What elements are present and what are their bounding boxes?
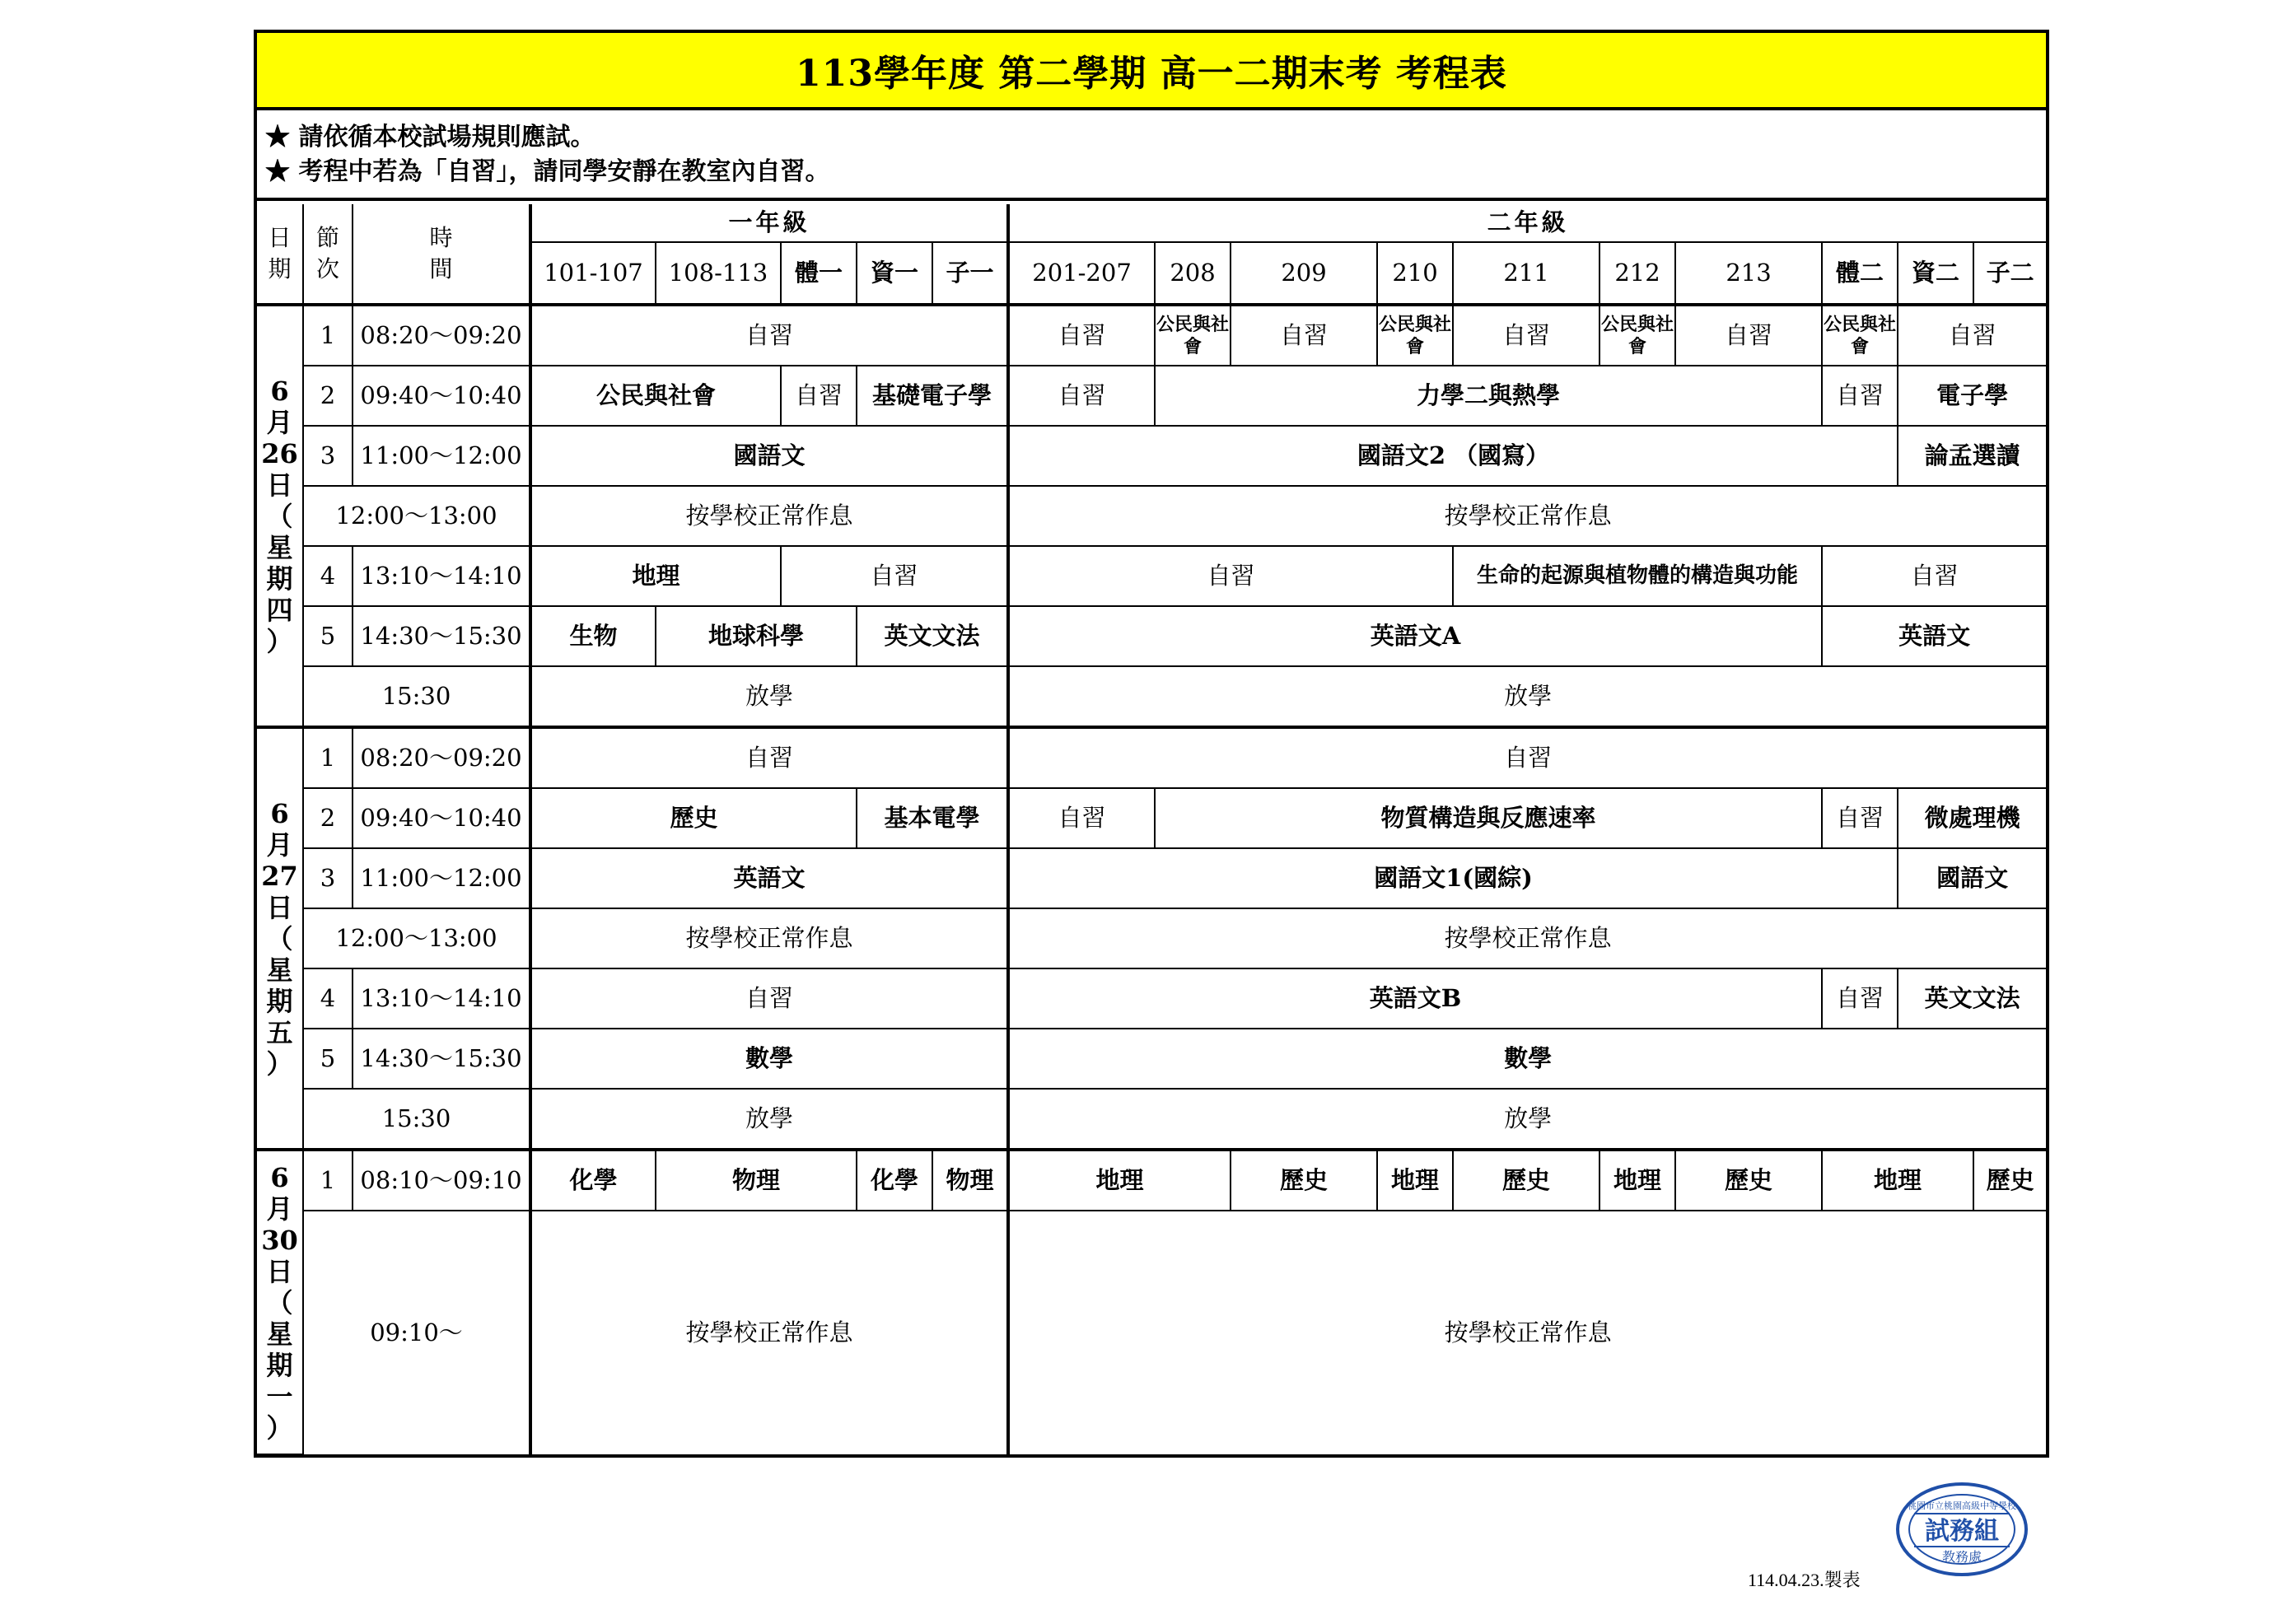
exam-cell: 公民與社會 [1377,305,1453,366]
vertical-glyph: 月 [266,406,293,438]
period-time: 08:20～09:20 [353,727,530,788]
exam-cell: 公民與社會 [1155,305,1231,366]
stamp-bottom-text: 教務處 [1941,1549,1982,1565]
vertical-glyph: 期 [266,562,293,595]
schedule-frame [254,30,2049,1458]
exam-cell: 按學校正常作息 [530,1211,1008,1454]
exam-cell: 公民與社會 [1822,305,1898,366]
vertical-glyph: 期 [268,255,292,282]
day1-date-text [257,376,302,657]
period-number: 3 [303,426,353,486]
header-date [257,204,303,305]
header-grade1: 一年級 [530,204,1008,242]
exam-cell: 自習 [1822,366,1898,426]
stamp-main-text: 試務組 [1925,1517,1999,1546]
exam-cell: 地理 [1377,1150,1453,1211]
exam-cell: 按學校正常作息 [1008,486,2046,546]
class-header: 209 [1231,242,1377,305]
vertical-glyph: 6 [270,1161,289,1193]
vertical-glyph: 一 [266,1380,293,1412]
vertical-glyph: 時 [429,224,453,251]
period-time: 13:10～14:10 [353,546,530,606]
period-time: 11:00～12:00 [353,426,530,486]
exam-cell: 自習 [1453,305,1599,366]
class-header: 101-107 [530,242,656,305]
period-number: 3 [303,848,353,908]
exam-cell: 物質構造與反應速率 [1155,788,1822,848]
note-self-study: ★ 考程中若為「自習」，請同學安靜在教室內自習。 [265,157,830,186]
period-time: 09:40～10:40 [353,788,530,848]
vertical-glyph: 6 [270,375,289,407]
exam-cell: 物理 [656,1150,857,1211]
exam-cell: 地理 [530,546,781,606]
exam-cell: 基礎電子學 [857,366,1008,426]
header-grade2: 二年級 [1008,204,2046,242]
exam-cell: 自習 [1008,788,1155,848]
exam-cell: 國語文 [1898,848,2046,908]
exam-cell: 基本電學 [857,788,1008,848]
exam-cell: 歷史 [1675,1150,1822,1211]
period-time: 08:20～09:20 [353,305,530,366]
header-time-text [353,222,529,285]
exam-cell: 數學 [1008,1029,2046,1089]
exam-cell: 放學 [1008,1089,2046,1150]
exam-cell: 自習 [530,305,1008,366]
period-number: 1 [303,305,353,366]
exam-cell: 地理 [1822,1150,1973,1211]
period-number: 4 [303,546,353,606]
made-date: 114.04.23.製表 [1748,1570,1861,1590]
period-time: 12:00～13:00 [303,486,530,546]
exam-cell: 放學 [530,1089,1008,1150]
class-header: 211 [1453,242,1599,305]
vertical-glyph: （ [266,1286,293,1318]
seal-stamp [1894,1481,2029,1578]
exam-cell: 自習 [1231,305,1377,366]
exam-cell: 地理 [1599,1150,1675,1211]
vertical-glyph: ） [266,1048,293,1080]
class-header: 108-113 [656,242,781,305]
period-number: 5 [303,1029,353,1089]
period-time: 14:30～15:30 [353,1029,530,1089]
class-header: 體一 [781,242,857,305]
exam-cell: 按學校正常作息 [530,486,1008,546]
period-number: 2 [303,366,353,426]
exam-cell: 英語文A [1008,606,1822,666]
class-header: 資二 [1898,242,1973,305]
day2-date [257,727,303,1150]
vertical-glyph: （ [266,500,293,532]
vertical-glyph: 星 [266,531,293,563]
stamp-ring-text: 桃園市立桃園高級中等學校 [1908,1500,2016,1511]
exam-cell: 歷史 [1231,1150,1377,1211]
vertical-glyph: ） [266,625,293,657]
exam-cell: 自習 [1008,546,1453,606]
class-header: 210 [1377,242,1453,305]
exam-cell: 自習 [1008,727,2046,788]
period-time: 15:30 [303,1089,530,1150]
period-time: 13:10～14:10 [353,968,530,1029]
exam-cell: 自習 [781,366,857,426]
header-date-text [257,222,302,285]
exam-cell: 國語文 [530,426,1008,486]
vertical-glyph: 節 [315,224,339,251]
class-header: 資一 [857,242,932,305]
period-number: 4 [303,968,353,1029]
vertical-glyph: 四 [266,594,293,626]
vertical-glyph: 星 [266,954,293,986]
class-header: 子一 [932,242,1008,305]
exam-cell: 公民與社會 [530,366,781,426]
vertical-glyph: 次 [315,255,339,282]
period-time: 08:10～09:10 [353,1150,530,1211]
period-number: 1 [303,727,353,788]
exam-cell: 生命的起源與植物體的構造與功能 [1453,546,1822,606]
period-time: 15:30 [303,666,530,727]
exam-cell: 物理 [932,1150,1008,1211]
vertical-glyph: ） [266,1412,293,1444]
period-number: 5 [303,606,353,666]
period-time: 09:40～10:40 [353,366,530,426]
exam-cell: 放學 [530,666,1008,727]
exam-cell: 自習 [781,546,1008,606]
vertical-glyph: 27 [261,860,298,892]
exam-cell: 自習 [1822,546,2046,606]
period-number: 2 [303,788,353,848]
exam-cell: 地理 [1008,1150,1231,1211]
class-header: 213 [1675,242,1822,305]
exam-cell: 自習 [530,968,1008,1029]
period-time: 09:10～ [303,1211,530,1454]
vertical-glyph: 日 [266,1255,293,1287]
exam-cell: 生物 [530,606,656,666]
exam-cell: 國語文1(國綜) [1008,848,1898,908]
exam-cell: 電子學 [1898,366,2046,426]
period-time: 12:00～13:00 [303,908,530,968]
header-time [353,204,530,305]
exam-cell: 歷史 [1973,1150,2046,1211]
day3-date [257,1150,303,1454]
exam-cell: 放學 [1008,666,2046,727]
class-header: 212 [1599,242,1675,305]
vertical-glyph: 五 [266,1016,293,1048]
exam-cell: 微處理機 [1898,788,2046,848]
vertical-glyph: 30 [261,1224,298,1256]
exam-cell: 自習 [1822,788,1898,848]
header-period [303,204,353,305]
exam-cell: 公民與社會 [1599,305,1675,366]
day1-date [257,305,303,727]
notes [257,110,2046,201]
exam-cell: 自習 [530,727,1008,788]
exam-cell: 力學二與熱學 [1155,366,1822,426]
exam-cell: 數學 [530,1029,1008,1089]
period-time: 14:30～15:30 [353,606,530,666]
vertical-glyph: 26 [261,437,298,469]
exam-cell: 國語文2 （國寫） [1008,426,1898,486]
exam-cell: 按學校正常作息 [530,908,1008,968]
class-header: 201-207 [1008,242,1155,305]
vertical-glyph: 期 [266,1349,293,1381]
class-header: 208 [1155,242,1231,305]
class-header: 子二 [1973,242,2046,305]
vertical-glyph: 間 [429,255,453,282]
exam-cell: 地球科學 [656,606,857,666]
exam-cell: 化學 [857,1150,932,1211]
exam-schedule-table [257,204,2046,1455]
vertical-glyph: 日 [266,469,293,501]
exam-cell: 英文文法 [857,606,1008,666]
exam-cell: 按學校正常作息 [1008,1211,2046,1454]
vertical-glyph: 月 [266,1192,293,1225]
exam-cell: 歷史 [1453,1150,1599,1211]
day3-date-text [257,1162,302,1444]
page-title: 113學年度 第二學期 高一二期末考 考程表 [257,33,2046,110]
exam-cell: 自習 [1675,305,1822,366]
vertical-glyph: （ [266,922,293,954]
vertical-glyph: 月 [266,828,293,861]
period-number: 1 [303,1150,353,1211]
header-period-text [304,222,352,285]
class-header: 體二 [1822,242,1898,305]
vertical-glyph: 星 [266,1318,293,1350]
vertical-glyph: 日 [266,891,293,923]
exam-cell: 論孟選讀 [1898,426,2046,486]
day2-date-text [257,798,302,1080]
exam-cell: 按學校正常作息 [1008,908,2046,968]
vertical-glyph: 期 [266,985,293,1017]
vertical-glyph: 日 [268,224,292,251]
exam-cell: 英語文B [1008,968,1822,1029]
exam-cell: 英語文 [1822,606,2046,666]
exam-cell: 自習 [1898,305,2046,366]
period-time: 11:00～12:00 [353,848,530,908]
exam-cell: 歷史 [530,788,857,848]
exam-cell: 化學 [530,1150,656,1211]
exam-cell: 英文文法 [1898,968,2046,1029]
exam-cell: 自習 [1008,366,1155,426]
exam-cell: 英語文 [530,848,1008,908]
exam-cell: 自習 [1822,968,1898,1029]
vertical-glyph: 6 [270,797,289,829]
exam-cell: 自習 [1008,305,1155,366]
note-rules: ★ 請依循本校試場規則應試。 [265,123,595,152]
